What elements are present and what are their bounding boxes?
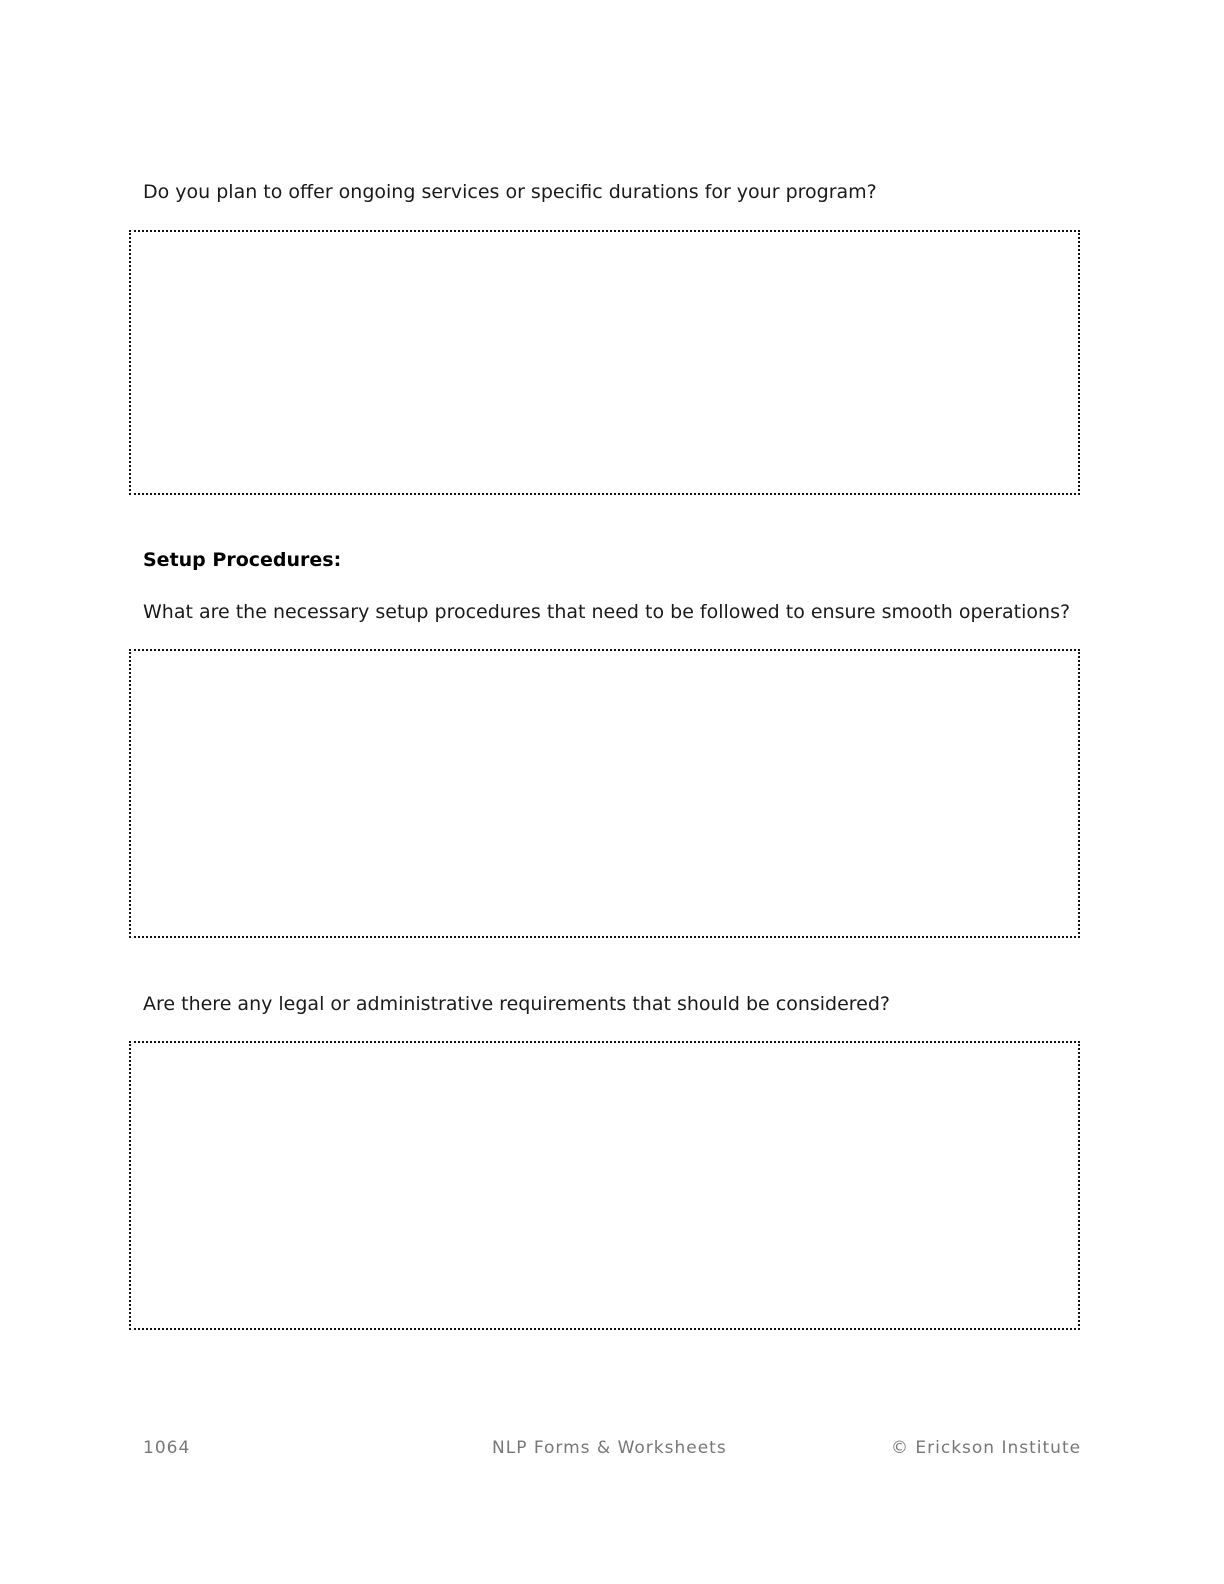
footer-copyright: © Erickson Institute (891, 1438, 1082, 1458)
question-legal-requirements: Are there any legal or administrative requirements that should be considered? (143, 993, 891, 1015)
question-ongoing-services: Do you plan to offer ongoing services or specific durations for your program? (143, 181, 877, 203)
question-setup-procedures: What are the necessary setup procedures that need to be followed to ensure smooth operations? (143, 601, 1071, 623)
answer-box-ongoing-services[interactable] (129, 230, 1080, 495)
answer-box-setup-procedures[interactable] (129, 649, 1080, 938)
section-heading-setup-procedures: Setup Procedures: (143, 549, 342, 571)
answer-box-legal-requirements[interactable] (129, 1041, 1080, 1330)
footer-title: NLP Forms & Worksheets (492, 1438, 727, 1458)
page-number: 1064 (143, 1438, 191, 1458)
